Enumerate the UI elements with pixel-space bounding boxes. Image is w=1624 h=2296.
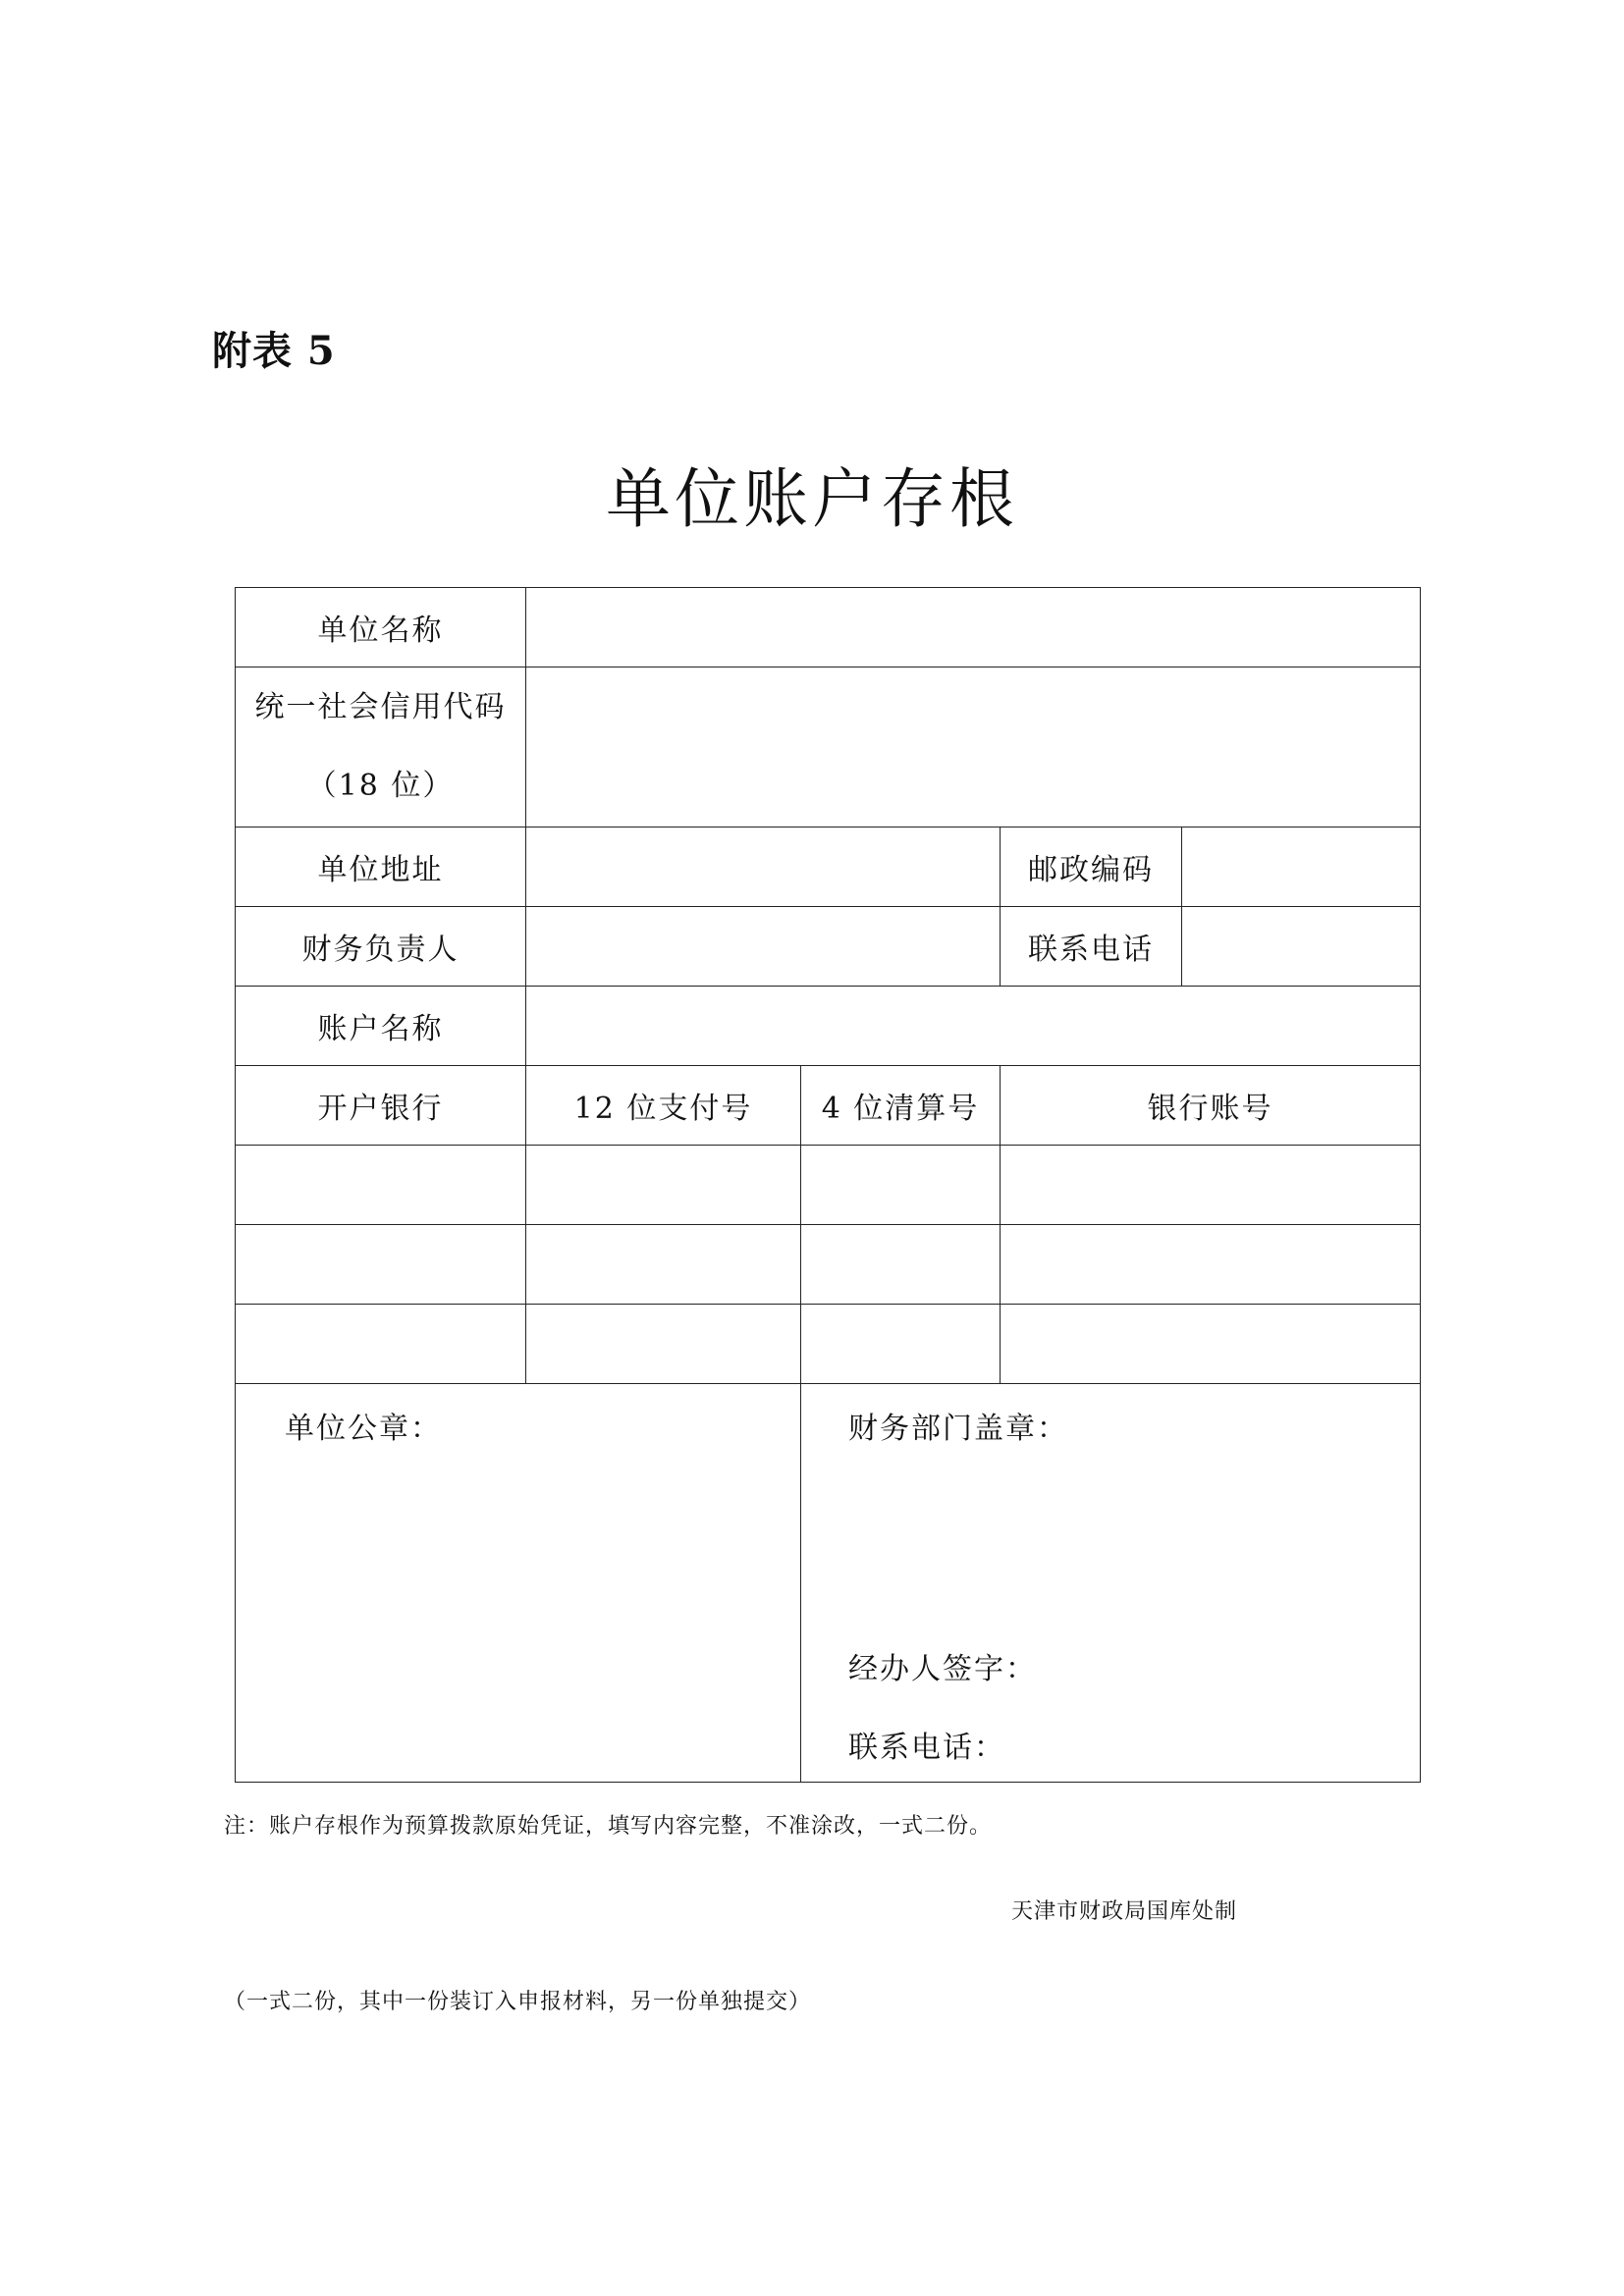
bank-header-account-no: 银行账号 (1001, 1066, 1421, 1146)
bank-cell-account-no[interactable] (1001, 1305, 1421, 1384)
bank-row (236, 1305, 1421, 1384)
bank-header-opening-bank: 开户银行 (236, 1066, 526, 1146)
bank-cell-clearing-no[interactable] (801, 1305, 1001, 1384)
unit-seal-label: 单位公章： (285, 1412, 442, 1446)
postal-code-field[interactable] (1182, 828, 1421, 907)
copies-note: （一式二份，其中一份装订入申报材料，另一份单独提交） (224, 1990, 812, 2014)
handler-signature-label: 经办人签字： (848, 1652, 1037, 1686)
credit-code-label-line2: （18 位） (306, 769, 455, 803)
finance-seal-area[interactable] (801, 1384, 1421, 1783)
bank-row (236, 1146, 1421, 1225)
bank-row (236, 1225, 1421, 1305)
credit-code-label-line1: 统一社会信用代码 (254, 690, 507, 724)
finance-head-label: 财务负责人 (236, 907, 526, 987)
bank-header-payment-no: 12 位支付号 (526, 1066, 801, 1146)
contact-phone-field[interactable] (1182, 907, 1421, 987)
bank-header-clearing-no: 4 位清算号 (801, 1066, 1001, 1146)
bank-cell-payment-no[interactable] (526, 1225, 801, 1305)
bank-cell-clearing-no[interactable] (801, 1225, 1001, 1305)
bank-cell-account-no[interactable] (1001, 1146, 1421, 1225)
bank-cell-opening-bank[interactable] (236, 1225, 526, 1305)
account-name-label: 账户名称 (236, 987, 526, 1066)
bank-cell-payment-no[interactable] (526, 1146, 801, 1225)
bank-cell-payment-no[interactable] (526, 1305, 801, 1384)
unit-name-label: 单位名称 (236, 588, 526, 667)
unit-address-label: 单位地址 (236, 828, 526, 907)
credit-code-field[interactable] (526, 667, 1421, 828)
finance-head-field[interactable] (526, 907, 1001, 987)
postal-code-label: 邮政编码 (1001, 828, 1182, 907)
account-stub-form (235, 587, 1421, 1783)
bank-cell-account-no[interactable] (1001, 1225, 1421, 1305)
handler-phone-label: 联系电话： (848, 1731, 1005, 1765)
appendix-label: 附表 5 (212, 328, 336, 374)
form-title: 单位账户存根 (606, 461, 1018, 537)
unit-address-field[interactable] (526, 828, 1001, 907)
contact-phone-label: 联系电话 (1001, 907, 1182, 987)
finance-dept-seal-label: 财务部门盖章： (848, 1412, 1068, 1446)
bank-cell-clearing-no[interactable] (801, 1146, 1001, 1225)
bank-cell-opening-bank[interactable] (236, 1146, 526, 1225)
account-name-field[interactable] (526, 987, 1421, 1066)
credit-code-label (236, 667, 526, 828)
unit-seal-area[interactable] (236, 1384, 801, 1783)
issuer-label: 天津市财政局国库处制 (1011, 1899, 1238, 1924)
unit-name-field[interactable] (526, 588, 1421, 667)
form-note: 注：账户存根作为预算拨款原始凭证，填写内容完整，不准涂改，一式二份。 (224, 1814, 993, 1839)
bank-cell-opening-bank[interactable] (236, 1305, 526, 1384)
